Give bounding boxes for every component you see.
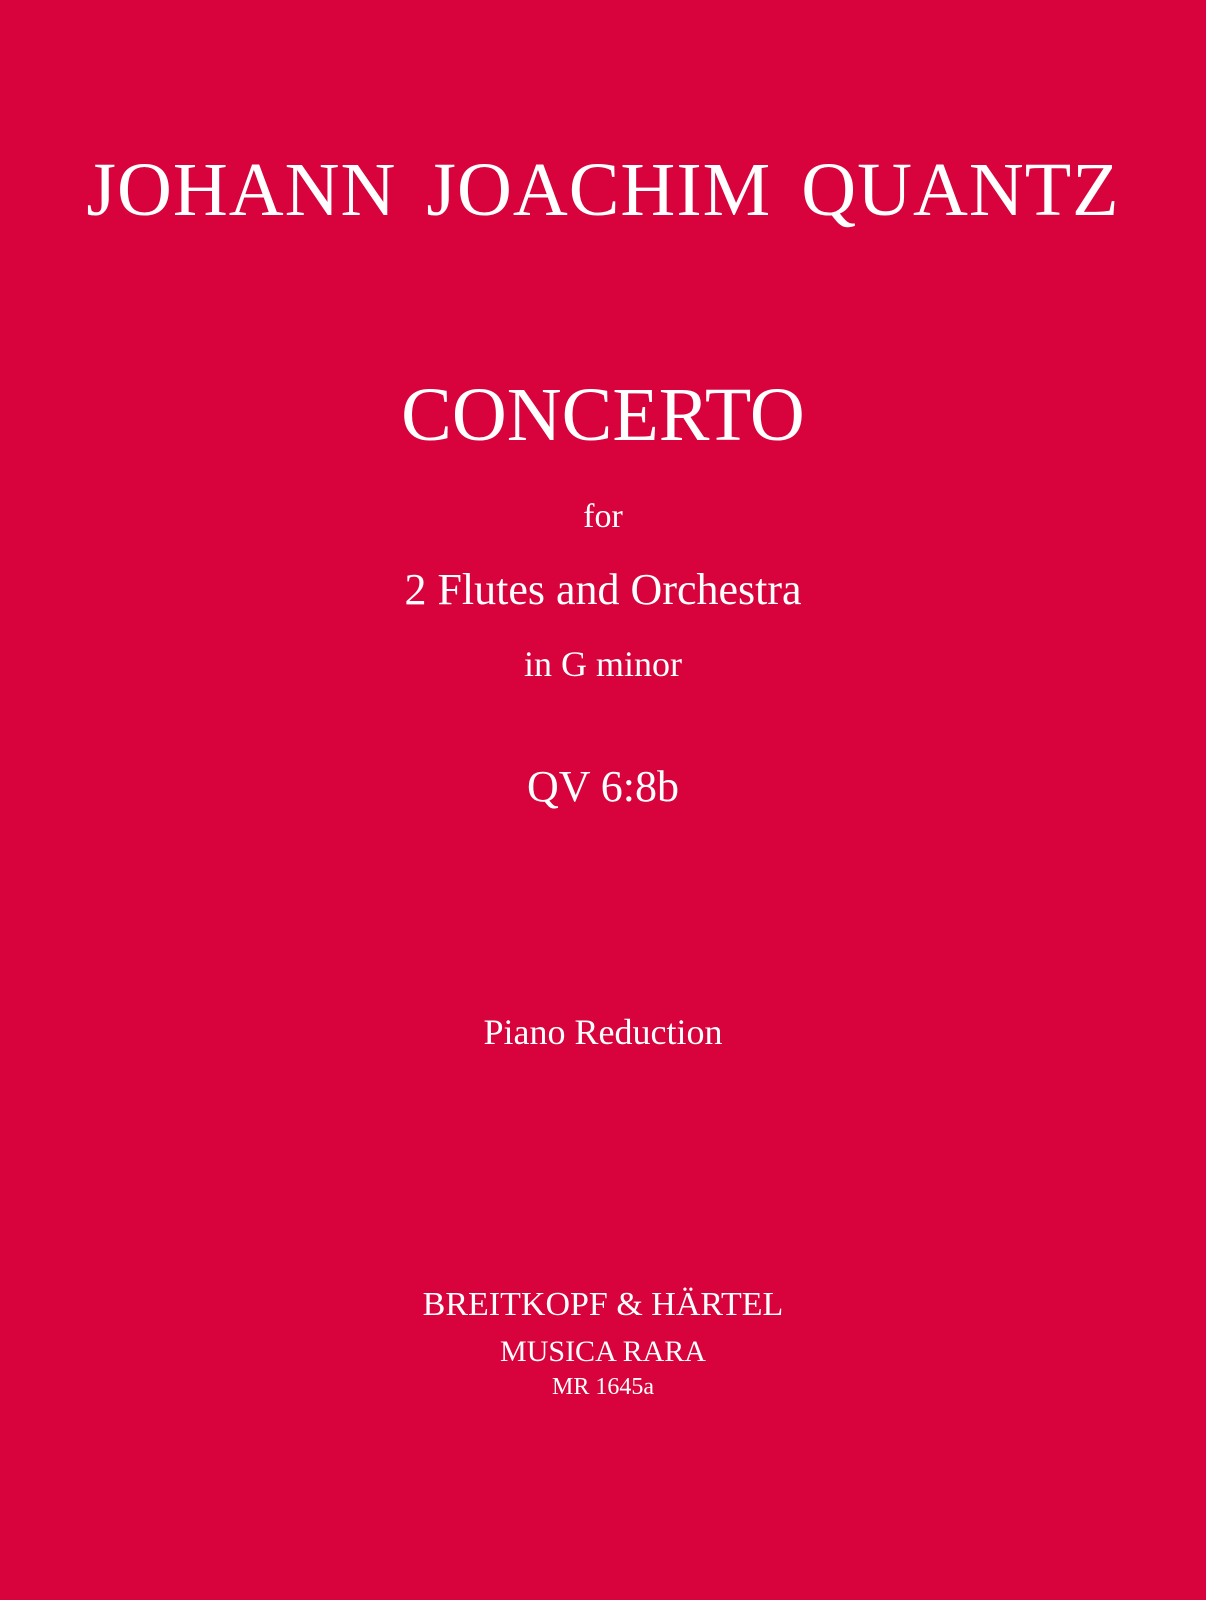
- catalog-number: MR 1645a: [552, 1374, 654, 1400]
- imprint-name: MUSICA RARA: [500, 1335, 706, 1368]
- key-signature: in G minor: [524, 644, 682, 684]
- instrumentation: 2 Flutes and Orchestra: [404, 565, 802, 614]
- composer-name: JOHANN JOACHIM QUANTZ: [86, 148, 1120, 232]
- catalog-designation: QV 6:8b: [527, 762, 679, 811]
- publisher-name: BREITKOPF & HÄRTEL: [422, 1286, 784, 1323]
- edition-type: Piano Reduction: [483, 1012, 723, 1052]
- work-title: CONCERTO: [401, 373, 805, 457]
- for-label: for: [583, 498, 623, 535]
